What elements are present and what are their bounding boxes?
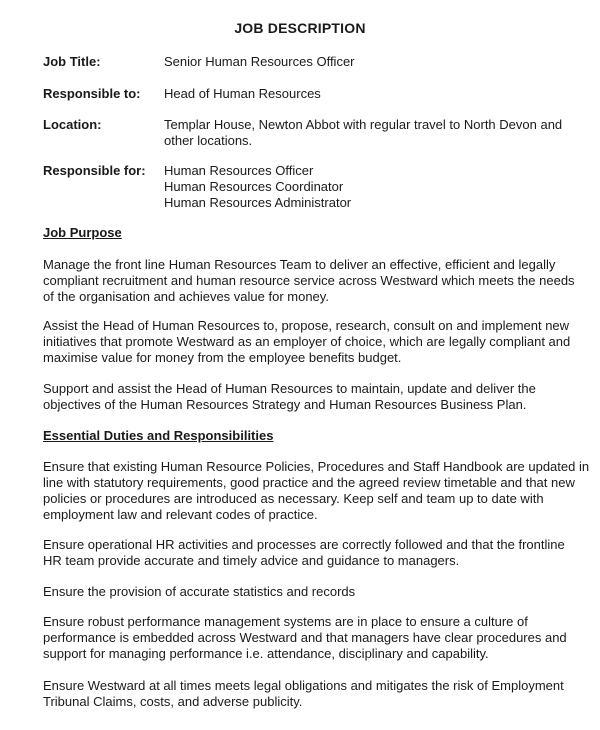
paragraph: [43, 678, 563, 710]
paragraph-line: Ensure the provision of accurate statistics and records: [43, 584, 356, 599]
field-value: [164, 163, 579, 211]
paragraph-line: compliant recruitment and human resource service across Westward which meets the needs: [43, 273, 575, 288]
field-value: [164, 54, 579, 70]
field-label: Job Title:: [43, 54, 101, 69]
document-title: JOB DESCRIPTION: [234, 20, 366, 36]
paragraph-line: Ensure robust performance management systems are in place to ensure a culture of: [43, 614, 528, 629]
paragraph: [43, 537, 563, 569]
paragraph-line: Tribunal Claims, costs, and adverse publicity.: [43, 694, 303, 709]
field-value-line: Head of Human Resources: [164, 86, 321, 101]
field-value-line: Human Resources Administrator: [164, 195, 352, 210]
paragraph: [43, 584, 563, 600]
field-value-line: Human Resources Coordinator: [164, 179, 344, 194]
paragraph: [43, 614, 567, 662]
paragraph: [43, 257, 575, 305]
field-value-line: Human Resources Officer: [164, 163, 314, 178]
paragraph-line: Assist the Head of Human Resources to, propose, research, consult on and implement new: [43, 318, 570, 333]
section-heading-essential-duties: Essential Duties and Responsibilities: [43, 428, 274, 443]
paragraph-line: performance is embedded across Westward and that managers have clear procedures and: [43, 630, 567, 645]
paragraph: [43, 318, 571, 366]
field-label: Responsible to:: [43, 86, 141, 101]
paragraph-line: Ensure Westward at all times meets legal obligations and mitigates the risk of Employment: [43, 678, 564, 693]
paragraph: [43, 381, 563, 413]
section-heading-job-purpose: Job Purpose: [43, 225, 122, 240]
paragraph-line: initiatives that promote Westward as an employer of choice, which are legally compliant and: [43, 334, 571, 349]
paragraph: [43, 459, 590, 523]
paragraph-line: Ensure that existing Human Resource Policies, Procedures and Staff Handbook are updated in: [43, 459, 590, 474]
field-value: [164, 86, 579, 102]
field-value: [164, 117, 579, 149]
paragraph-line: Support and assist the Head of Human Resources to maintain, update and deliver the: [43, 381, 536, 396]
paragraph-line: employment law and relevant codes of practice.: [43, 507, 318, 522]
paragraph-line: objectives of the Human Resources Strategy and Human Resources Business Plan.: [43, 397, 527, 412]
paragraph-line: policies or procedures are introduced as necessary. Keep self and team up to date with: [43, 491, 544, 506]
field-value-line: Senior Human Resources Officer: [164, 54, 355, 69]
paragraph-line: of the organisation and achieves value for money.: [43, 289, 329, 304]
field-label: Location:: [43, 117, 102, 132]
paragraph-line: support for managing performance i.e. attendance, disciplinary and capability.: [43, 646, 489, 661]
paragraph-line: Manage the front line Human Resources Team to deliver an effective, efficient and legally: [43, 257, 556, 272]
paragraph-line: maximise value for money from the employee benefits budget.: [43, 350, 402, 365]
paragraph-line: HR team provide accurate and timely advice and guidance to managers.: [43, 553, 460, 568]
paragraph-line: line with statutory requirements, good practice and the agreed review timetable and that new: [43, 475, 575, 490]
field-value-line: other locations.: [164, 133, 253, 148]
field-label: Responsible for:: [43, 163, 146, 178]
paragraph-line: Ensure operational HR activities and processes are correctly followed and that the frontline: [43, 537, 565, 552]
field-value-line: Templar House, Newton Abbot with regular travel to North Devon and: [164, 117, 563, 132]
